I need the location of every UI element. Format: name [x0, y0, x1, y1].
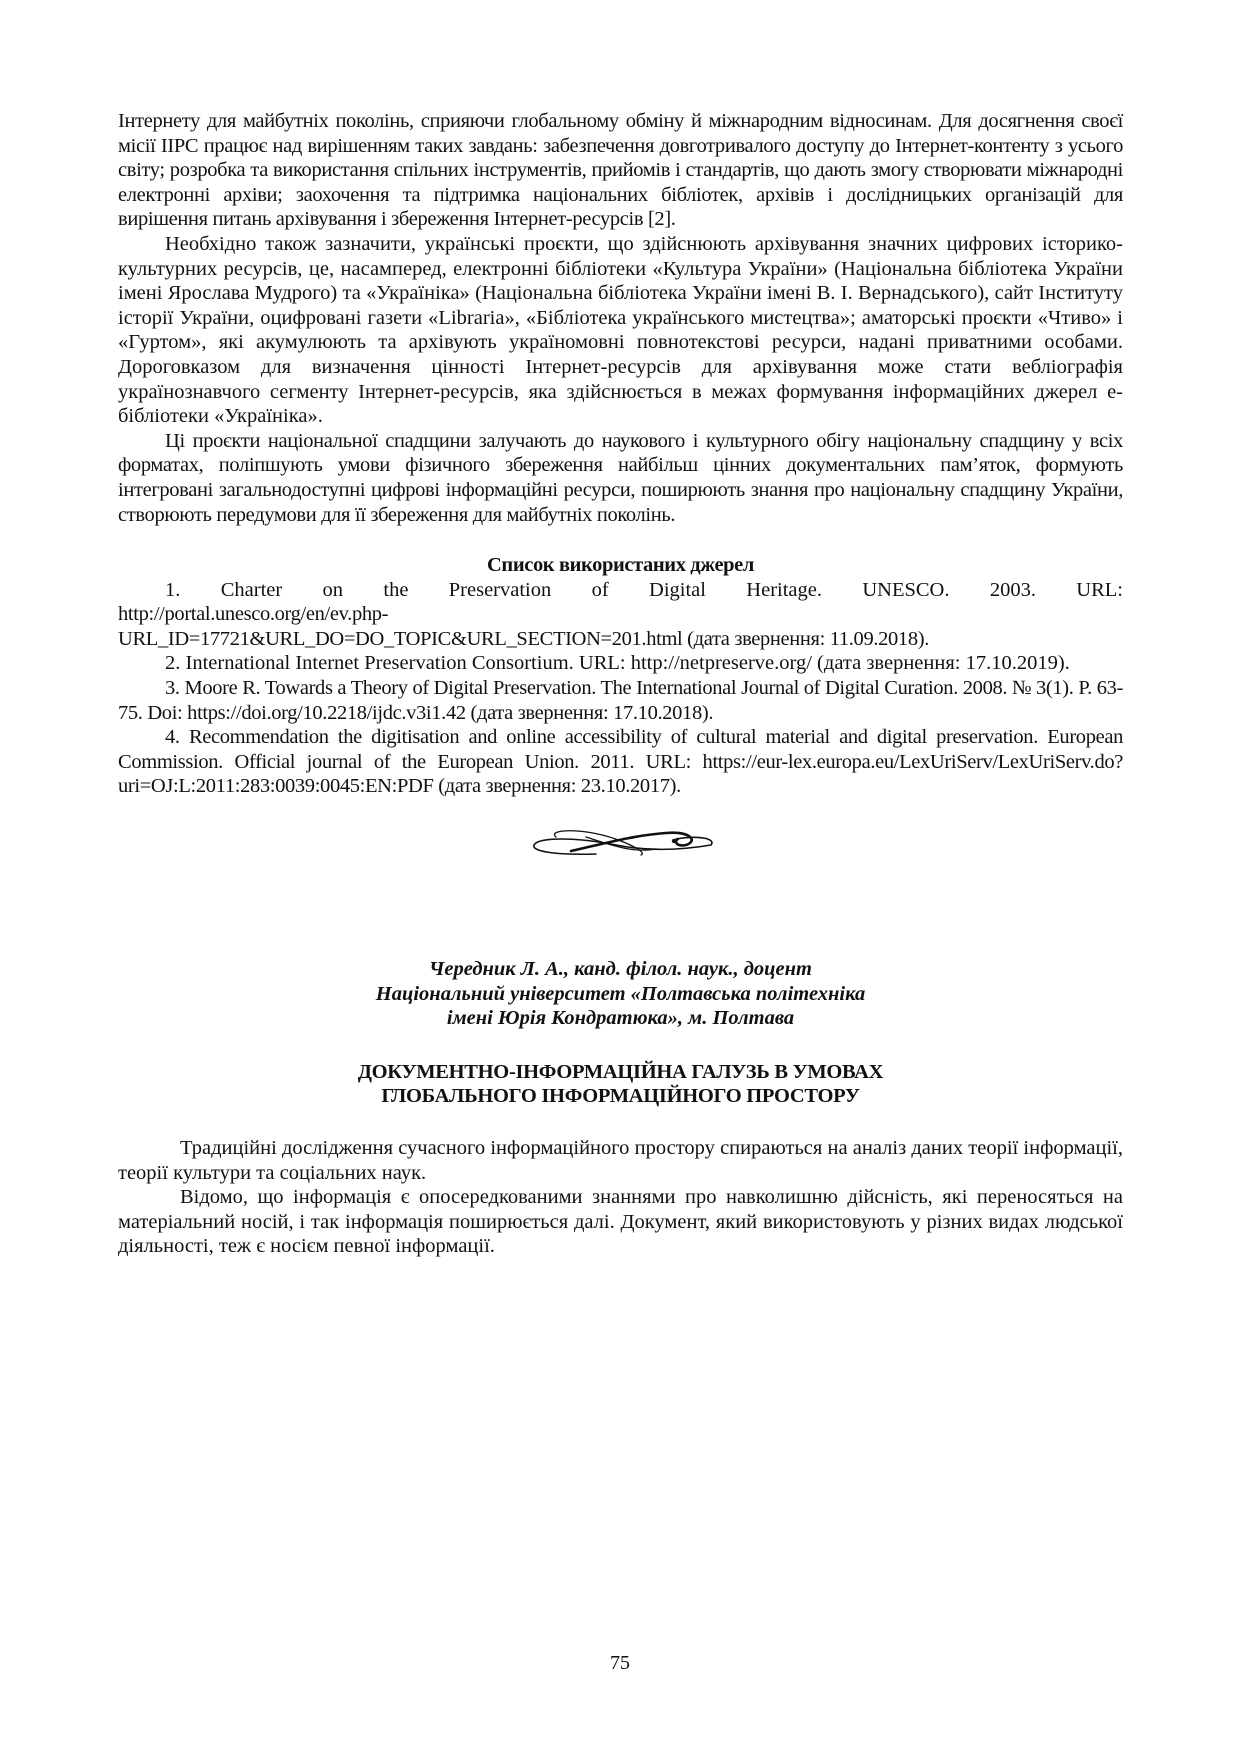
- article-title: [118, 1060, 1123, 1109]
- article-title-line-2: ГЛОБАЛЬНОГО ІНФОРМАЦІЙНОГО ПРОСТОРУ: [381, 1085, 860, 1108]
- references-heading: Список використаних джерел: [487, 554, 754, 577]
- author-block: [118, 957, 1123, 1031]
- reference-1-text: 1. Charter on the Preservation of Digital Heritage. UNESCO. 2003. URL:: [165, 578, 1123, 601]
- author-affiliation: Національний університет «Полтавська політехніка: [375, 982, 866, 1005]
- article-paragraph: Традиційні дослідження сучасного інформаційного простору спираються на аналіз даних теорії інформації, теорії культури та соціальних наук.: [118, 1137, 1123, 1184]
- paragraph-heritage-projects: Ці проєкти національної спадщини залучають до наукового і культурного обігу національну спадщину у всіх форматах, поліпшують умови фізичного збереження найбільш цінних документальних пам’яток, формують інтегровані загальнодоступні цифрові інформаційні ресурси, поширюють знання про національну спадщину України, створюють передумови для її збереження для майбутніх поколінь.: [118, 429, 1123, 526]
- document-page: [118, 109, 1123, 1259]
- author-name: Чередник Л. А., канд. філол. наук., доцент: [429, 958, 812, 981]
- reference-1-url-part2[interactable]: URL_ID=17721&URL_DO=DO_TOPIC&URL_SECTION=201.html (дата звернення: 11.09.2018).: [118, 627, 929, 650]
- reference-item: 4. Recommendation the digitisation and online accessibility of cultural material and digital preservation. European Commission. Official journal of the European Union. 2011. URL: https://eur-lex.europa.eu/LexUriServ/LexUriServ.do?uri=OJ:L:2011:283:0039:0045:EN:PDF (дата звернення: 23.10.2017).: [118, 726, 1123, 798]
- page-number: 75: [610, 1652, 630, 1674]
- article-body: [118, 1136, 1123, 1259]
- reference-1-url-part1[interactable]: http://portal.unesco.org/en/ev.php-: [118, 603, 389, 626]
- reference-item: 2. International Internet Preservation Consortium. URL: http://netpreserve.org/ (дата звернення: 17.10.2019).: [165, 652, 1070, 675]
- flourish-divider-icon: [526, 817, 716, 867]
- reference-item: [118, 578, 1123, 652]
- references-list: [118, 578, 1123, 799]
- article-paragraph: Відомо, що інформація є опосередкованими знаннями про навколишню дійсність, які переносяться на матеріальний носій, і так інформація поширюється далі. Документ, який використовують у різних видах людської діяльності, теж є носієм певної інформації.: [118, 1186, 1123, 1258]
- article-title-line-1: ДОКУМЕНТНО-ІНФОРМАЦІЙНА ГАЛУЗЬ В УМОВАХ: [357, 1060, 884, 1083]
- paragraph-ukrainian-projects: Необхідно також зазначити, українські проєкти, що здійснюють архівування значних цифрових історико-культурних ресурсів, це, насамперед, електронні бібліотеки «Культура України» (Національна бібліотека України імені Ярослава Мудрого) та «Україніка» (Національна бібліотека України імені В. І. Вернадського), сайт Інституту історії України, оцифровані газети «Libraria», «Бібліотека українського мистецтва»; аматорські проєкти «Чтиво» і «Гуртом», які акумулюють та архівують україномовні повнотекстові ресурси, надані приватними особами. Дороговказом для визначення цінності Інтернет-ресурсів для архівування може стати вебліографія українознавчого сегменту Інтернет-ресурсів, яка здійснюється в межах формування інформаційних джерел е-бібліотеки «Україніка».: [118, 232, 1123, 428]
- reference-item: 3. Moore R. Towards a Theory of Digital Preservation. The International Journal of Digital Curation. 2008. № 3(1). P. 63-75. Doi: https://doi.org/10.2218/ijdc.v3i1.42 (дата звернення: 17.10.2018).: [118, 677, 1123, 724]
- author-location: імені Юрія Кондратюка», м. Полтава: [446, 1007, 795, 1030]
- paragraph-iipc-tasks: Інтернету для майбутніх поколінь, сприяючи глобальному обміну й міжнародним відносинам. Для досягнення своєї місії IIPC працює над вирішенням таких завдань: забезпечення довготривалого доступу до Інтернет-контенту з усього світу; розробка та використання спільних інструментів, прийомів і стандартів, що дають змогу створювати міжнародні електронні архіви; заохочення та підтримка національних бібліотек, архівів і дослідницьких організацій для вирішення питань архівування і збереження Інтернет-ресурсів [2].: [118, 110, 1123, 231]
